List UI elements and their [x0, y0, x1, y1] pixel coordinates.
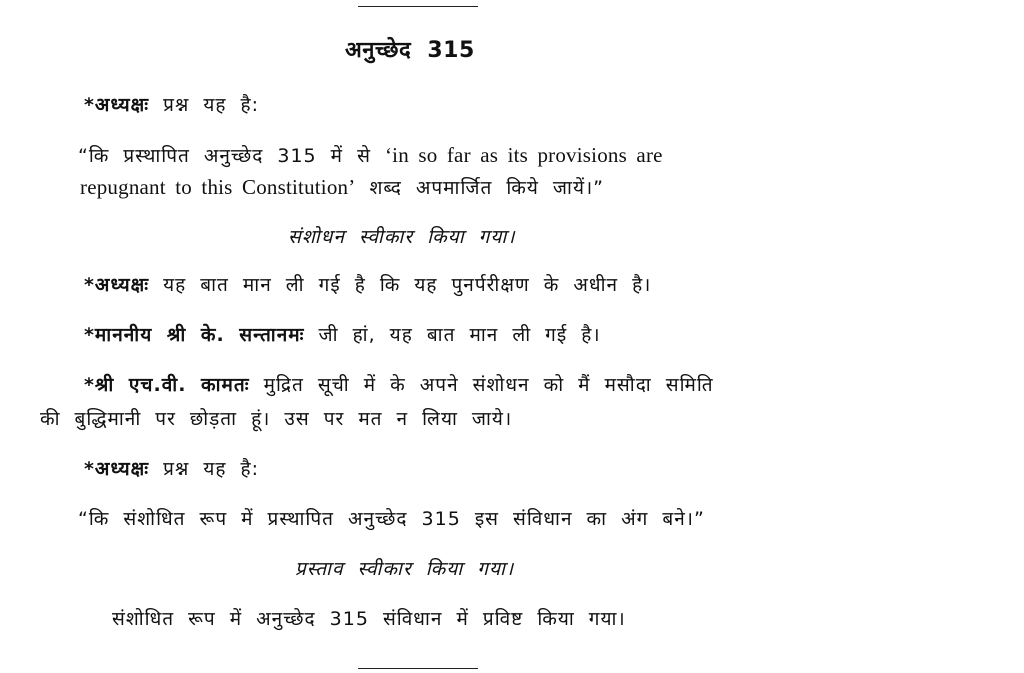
quote-line-1	[78, 142, 663, 169]
article-heading: अनुच्छेद 315	[345, 38, 475, 63]
result-motion-adopted: प्रस्ताव स्वीकार किया गया।	[295, 558, 515, 580]
quote-line-3: “कि संशोधित रूप में प्रस्थापित अनुच्छेद 315 इस संविधान का अंग बने।”	[78, 508, 705, 530]
speech-text: मुद्रित सूची में के अपने संशोधन को मैं मसौदा समिति	[263, 374, 714, 396]
speaker-line-3	[84, 322, 601, 348]
speaker-name: *माननीय श्री के. सन्तानमः	[84, 324, 305, 346]
conclusion-line: संशोधित रूप में अनुच्छेद 315 संविधान में प्रविष्ट किया गया।	[112, 608, 626, 630]
speaker-name: *अध्यक्षः	[84, 458, 150, 480]
quote-text-english: ‘in so far as its provisions are	[384, 143, 663, 167]
speech-continuation: की बुद्धिमानी पर छोड़ता हूं। उस पर मत न लिया जाये।	[40, 408, 513, 430]
quote-text-hindi: “कि प्रस्थापित अनुच्छेद 315 में से	[78, 145, 371, 167]
speaker-name: *श्री एच.वी. कामतः	[84, 374, 250, 396]
top-separator-rule	[358, 6, 478, 7]
speaker-line-4	[84, 372, 714, 398]
speaker-name: *अध्यक्षः	[84, 274, 150, 296]
bottom-separator-rule	[358, 668, 478, 669]
result-amendment-adopted: संशोधन स्वीकार किया गया।	[288, 226, 516, 248]
speech-text: प्रश्न यह है:	[163, 458, 260, 480]
speech-text: प्रश्न यह है:	[163, 94, 260, 116]
quote-text-hindi: शब्द अपमार्जित किये जायें।”	[369, 177, 605, 199]
speaker-line-5	[84, 456, 259, 482]
speaker-line-2	[84, 272, 651, 298]
quote-line-2	[80, 174, 604, 201]
speech-text: जी हां, यह बात मान ली गई है।	[318, 324, 601, 346]
speaker-name: *अध्यक्षः	[84, 94, 150, 116]
quote-text-english: repugnant to this Constitution’	[80, 175, 356, 199]
speech-text: यह बात मान ली गई है कि यह पुनर्परीक्षण के अधीन है।	[163, 274, 652, 296]
speaker-line-1	[84, 92, 259, 118]
